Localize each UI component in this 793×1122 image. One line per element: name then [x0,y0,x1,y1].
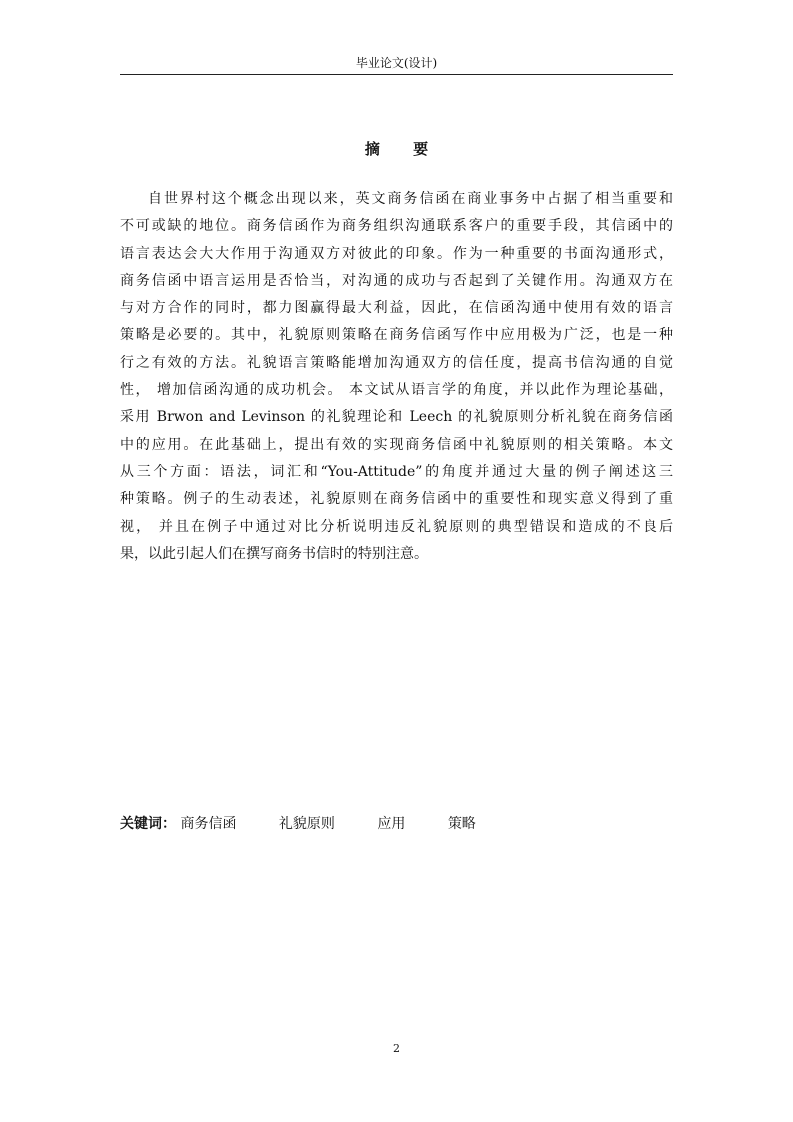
keyword-item: 商务信函 [180,816,237,832]
keyword-item: 应用 [377,816,406,832]
abstract-line: 策略是必要的。其中，礼貌原则策略在商务信函写作中应用极为广泛，也是一种 [120,327,673,344]
abstract-line: 果，以此引起人们在撰写商务书信时的特别注意。 [120,545,428,562]
header-divider [120,74,673,75]
abstract-line: 行之有效的方法。礼貌语言策略能增加沟通双方的信任度，提高书信沟通的自觉 [120,354,673,371]
abstract-line: 语言表达会大大作用于沟通双方对彼此的印象。作为一种重要的书面沟通形式， [120,245,673,262]
keywords-row [120,812,514,836]
running-header: 毕业论文(设计) [355,56,438,70]
abstract-line: 自世界村这个概念出现以来，英文商务信函在商业事务中占据了相当重要和 [148,191,673,207]
abstract-line: 采用 Brwon and Levinson 的礼貌理论和 Leech 的礼貌原则分析礼貌在商务信函 [120,409,673,426]
keyword-item: 礼貌原则 [278,816,335,832]
page-number: 2 [393,1042,400,1055]
abstract-title: 摘 要 [364,140,443,158]
abstract-line: 与对方合作的同时，都力图赢得最大利益，因此，在信函沟通中使用有效的语言 [120,300,673,317]
abstract-line: 视， 并且在例子中通过对比分析说明违反礼貌原则的典型错误和造成的不良后 [120,518,673,535]
keywords-label: 关键词： [120,816,176,832]
keyword-item: 策略 [447,816,476,832]
abstract-line: 种策略。例子的生动表述，礼貌原则在商务信函中的重要性和现实意义得到了重 [120,491,673,508]
abstract-body [120,186,673,568]
abstract-line: 中的应用。在此基础上，提出有效的实现商务信函中礼貌原则的相关策略。本文 [120,436,673,453]
abstract-line: 从三个方面：语法，词汇和“You-Attitude”的角度并通过大量的例子阐述这三 [120,463,673,480]
abstract-line: 性， 增加信函沟通的成功机会。 本文试从语言学的角度，并以此作为理论基础， [120,382,673,399]
abstract-line: 商务信函中语言运用是否恰当，对沟通的成功与否起到了关键作用。沟通双方在 [120,272,673,289]
abstract-line: 不可或缺的地位。商务信函作为商务组织沟通联系客户的重要手段，其信函中的 [120,218,673,235]
